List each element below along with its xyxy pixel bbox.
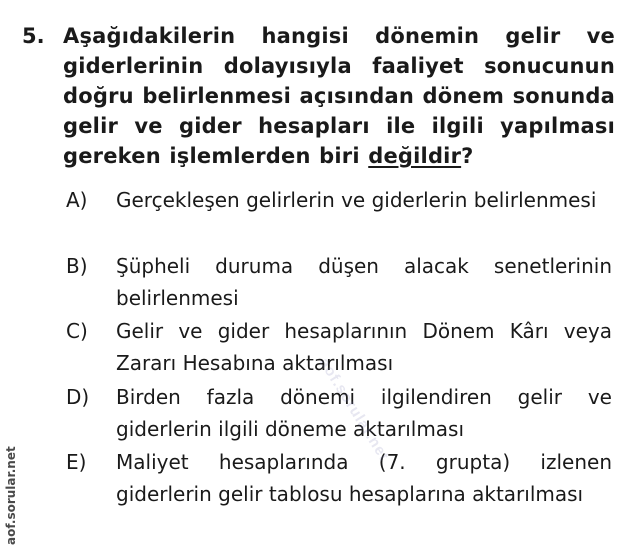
question-mark: ? — [461, 144, 474, 168]
option-a-text: Gerçekleşen gelirlerin ve giderlerin belirlenmesi — [116, 188, 597, 212]
option-c-text: Gelir ve gider hesaplarının Dönem Kârı veya Zararı Hesabına aktarılması — [116, 319, 612, 375]
option-b-text: Şüpheli duruma düşen alacak senetlerinin belirlenmesi — [116, 254, 612, 310]
question-number: 5. — [22, 24, 45, 48]
watermark-diagonal: aof.sorular.net — [315, 355, 393, 465]
option-e-letter: E) — [66, 450, 87, 474]
option-b-letter: B) — [66, 254, 88, 278]
watermark-side: aof.sorular.net — [4, 446, 18, 545]
question-text — [63, 21, 615, 171]
option-d-text: Birden fazla dönemi ilgilendiren gelir ve giderlerin ilgili döneme aktarılması — [116, 385, 612, 441]
option-d-letter: D) — [66, 385, 90, 409]
option-a-letter: A) — [66, 188, 88, 212]
question-text-main: Aşağıdakilerin hangisi dönemin gelir ve giderlerinin dolayısıyla faaliyet sonucunun doğru belirlenmesi açısından dönem sonunda gelir ve gider hesapları ile ilgili yapılması gereken işlemlerden biri — [63, 24, 615, 168]
question-negation-emphasis: değildir — [368, 144, 462, 168]
option-e-text: Maliyet hesaplarında (7. grupta) izlenen giderlerin gelir tablosu hesaplarına aktarılması — [116, 450, 612, 506]
option-c-letter: C) — [66, 319, 88, 343]
